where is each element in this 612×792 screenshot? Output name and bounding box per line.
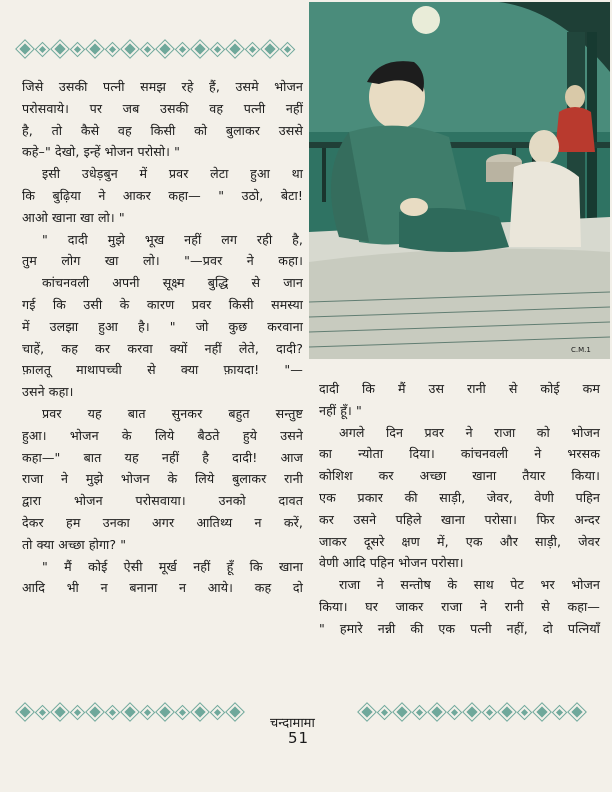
text-line: कांचनवली अपनी सूक्ष्म बुद्धि से जान: [42, 275, 303, 291]
ornament-diamond: [229, 43, 240, 54]
text-line: गई कि उसी के कारण प्रवर किसी समस्या: [22, 296, 303, 312]
text-line: दादी कि मैं उस रानी से कोई कम: [319, 381, 600, 396]
ornament-diamond: [19, 706, 30, 717]
text-line: प्रवर यह बात सुनकर बहुत सन्तुष्ट: [42, 405, 303, 421]
ornament-diamond: [416, 708, 423, 715]
text-line: " दादी मुझे भूख नहीं लग रही है,: [42, 231, 303, 247]
ornament-diamond: [179, 708, 186, 715]
text-line: तो क्या अच्छा होगा? ": [22, 536, 127, 552]
text-line: जिसे उसकी पत्नी समझ रहे हैं, उसमे भोजन: [22, 79, 303, 94]
illustration-signature: C.M.1: [571, 346, 591, 354]
illustration-drawing: [309, 2, 610, 359]
right-text-column: [319, 378, 600, 640]
story-illustration: [309, 2, 610, 359]
text-line: द्वारा भोजन परोसवाया। उनको दावत: [22, 493, 303, 509]
text-line: " मैं कोई ऐसी मूर्ख नहीं हूँ कि खाना: [42, 558, 303, 574]
ornament-diamond: [229, 706, 240, 717]
ornament-diamond: [74, 45, 81, 52]
text-line: राजा ने सन्तोष के साथ पेट भर भोजन: [339, 577, 600, 593]
ornament-diamond: [451, 708, 458, 715]
ornament-diamond: [194, 706, 205, 717]
ornament-diamond: [89, 43, 100, 54]
top-ornamental-border: [16, 42, 304, 56]
ornament-diamond: [431, 706, 442, 717]
text-line: है, तो कैसे वह किसी को बुलाकर उससे: [22, 122, 303, 138]
ornament-diamond: [536, 706, 547, 717]
page-number: 51: [288, 729, 310, 747]
ornament-diamond: [381, 708, 388, 715]
text-line: जाकर दूसरे क्षण में, एक और साड़ी, जेवर: [319, 533, 600, 549]
text-line: आदि भी न बनाना न आये। कह दो: [22, 580, 303, 596]
ornament-diamond: [159, 43, 170, 54]
magazine-name: चन्दामामा: [270, 716, 315, 731]
text-line: अगले दिन प्रवर ने राजा को भोजन: [339, 424, 600, 440]
text-line: कर उसने पहिले खाना परोसा। फिर अन्दर: [319, 511, 600, 527]
text-line: " हमारे नन्नी की एक पत्नी नहीं, दो पत्नियाँ: [319, 620, 600, 636]
left-text-column: [22, 76, 303, 599]
ornament-diamond: [466, 706, 477, 717]
ornament-diamond: [396, 706, 407, 717]
ornament-diamond: [214, 45, 221, 52]
text-line: तुम लोग खा लो। "—प्रवर ने कहा।: [22, 253, 303, 269]
ornament-diamond: [19, 43, 30, 54]
bottom-left-ornamental-border: [16, 705, 256, 719]
text-line: कोशिश कर अच्छा खाना तैयार किया।: [319, 468, 600, 484]
ornament-diamond: [501, 706, 512, 717]
text-line: देकर हम उनका अगर आतिथ्य न करें,: [22, 514, 303, 530]
text-line: कि बुढ़िया ने आकर कहा— " उठो, बेटा!: [22, 187, 303, 203]
ornament-diamond: [486, 708, 493, 715]
ornament-diamond: [571, 706, 582, 717]
ornament-diamond: [214, 708, 221, 715]
text-line: उसने कहा।: [22, 384, 74, 400]
text-line: इसी उधेड़बुन में प्रवर लेटा हुआ था: [42, 166, 303, 182]
text-line: एक प्रकार की साड़ी, जेवर, वेणी पहिन: [319, 489, 600, 505]
ornament-diamond: [109, 45, 116, 52]
ornament-diamond: [144, 45, 151, 52]
ornament-diamond: [124, 706, 135, 717]
ornament-diamond: [264, 43, 275, 54]
text-line: का न्योता दिया। कांचनवली ने भरसक: [319, 446, 600, 462]
text-line: फ़ालतू माथापच्ची से क्या फ़ायदा! "—: [22, 362, 303, 378]
text-line: किया। घर जाकर राजा ने रानी से कहा—: [319, 598, 600, 614]
bottom-right-ornamental-border: [358, 705, 604, 719]
ornament-diamond: [194, 43, 205, 54]
text-line: हुआ। भोजन के लिये बैठते हुये उसने: [22, 427, 303, 443]
ornament-diamond: [124, 43, 135, 54]
ornament-diamond: [74, 708, 81, 715]
ornament-diamond: [89, 706, 100, 717]
text-line: नहीं हूँ। ": [319, 402, 362, 418]
ornament-diamond: [556, 708, 563, 715]
text-line: में उलझा हुआ है। " जो कुछ करवाना: [22, 318, 303, 334]
ornament-diamond: [39, 45, 46, 52]
ornament-diamond: [284, 45, 291, 52]
ornament-diamond: [144, 708, 151, 715]
text-line: परोसवाये। पर जब उसकी वह पत्नी नहीं: [22, 100, 303, 116]
text-line: चाहें, कह कर करवा क्यों नहीं लेते, दादी?: [22, 340, 303, 356]
text-line: वेणी आदि पहिन भोजन परोसा।: [319, 555, 464, 571]
ornament-diamond: [109, 708, 116, 715]
text-line: आओ खाना खा लो। ": [22, 209, 125, 225]
ornament-diamond: [39, 708, 46, 715]
ornament-diamond: [249, 45, 256, 52]
moon-shape: [412, 6, 440, 34]
ornament-diamond: [159, 706, 170, 717]
text-line: कहे–" देखो, इन्हें भोजन परोसो। ": [22, 144, 181, 160]
ornament-diamond: [179, 45, 186, 52]
ornament-diamond: [54, 706, 65, 717]
text-line: राजा ने मुझे भोजन के लिये बुलाकर रानी: [22, 471, 303, 487]
text-line: कहा—" बात यह नहीं है दादी! आज: [22, 449, 303, 465]
ornament-diamond: [521, 708, 528, 715]
ornament-diamond: [361, 706, 372, 717]
ornament-diamond: [54, 43, 65, 54]
